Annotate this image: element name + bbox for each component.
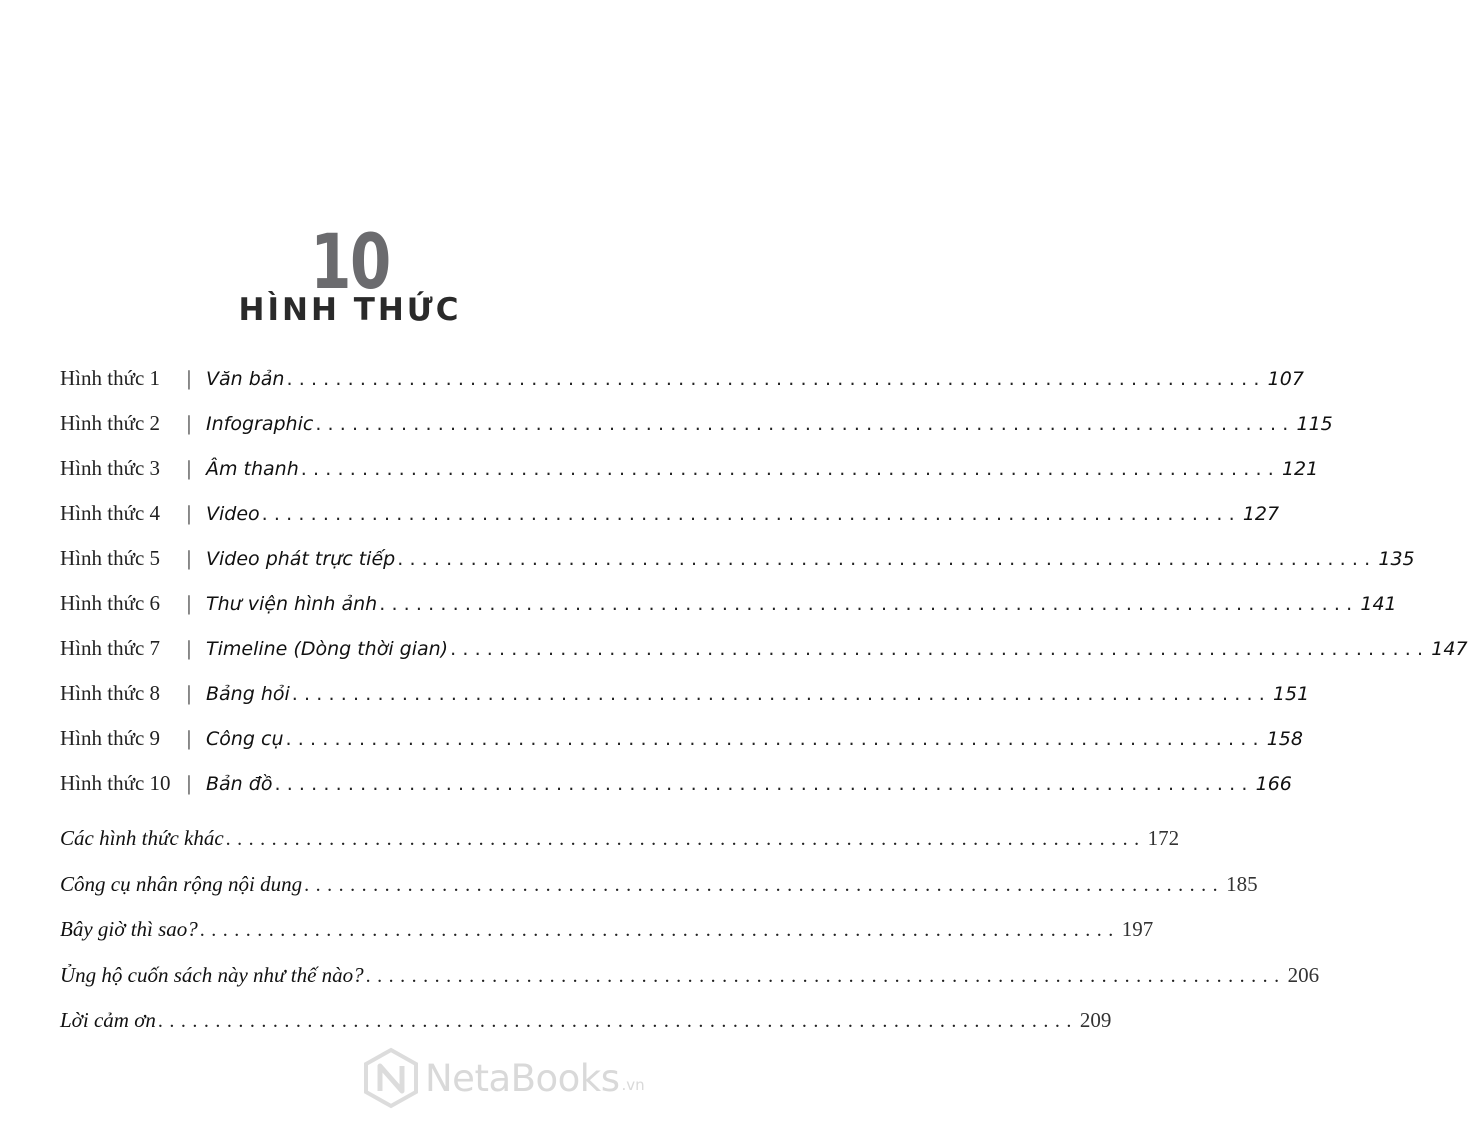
- extra-section-title: Bây giờ thì sao?: [60, 917, 198, 941]
- toc-leader-dots: ................................................................................: [315, 413, 1295, 435]
- toc-label: Hình thức 3: [60, 456, 161, 480]
- toc-row[interactable]: [60, 538, 1415, 583]
- extra-section-page: 209: [1079, 1008, 1112, 1032]
- toc-leader-dots: ................................................................................: [450, 638, 1430, 660]
- toc-leader-dots: ................................................................................: [286, 368, 1266, 390]
- netabooks-logo-icon: [363, 1047, 419, 1109]
- toc-page-number: 135: [1378, 548, 1415, 570]
- toc-title: Video: [206, 503, 260, 525]
- extra-section-row[interactable]: [60, 864, 1258, 910]
- toc-separator: |: [186, 591, 192, 615]
- toc-separator: |: [186, 411, 192, 435]
- toc-separator: |: [186, 636, 192, 660]
- netabooks-watermark: [363, 1046, 693, 1110]
- extra-leader-dots: ................................................................................: [157, 1010, 1078, 1032]
- toc-page-number: 127: [1242, 503, 1280, 525]
- toc-row[interactable]: [60, 718, 1303, 763]
- extra-section-page: 206: [1287, 962, 1320, 987]
- toc-leader-dots: ................................................................................: [274, 773, 1254, 795]
- toc-row[interactable]: [60, 673, 1310, 718]
- toc-title: Bản đồ: [206, 773, 273, 795]
- toc-page-number: 158: [1266, 728, 1303, 750]
- toc-separator: |: [186, 366, 192, 390]
- toc-label: Hình thức 8: [60, 681, 161, 705]
- toc-row[interactable]: [60, 583, 1397, 628]
- toc-leader-dots: ................................................................................: [285, 728, 1265, 750]
- toc-leader-dots: ................................................................................: [397, 548, 1377, 570]
- toc-row[interactable]: [60, 763, 1292, 808]
- extra-section-row[interactable]: [60, 955, 1320, 1001]
- toc-page-number: 166: [1255, 773, 1292, 795]
- extra-section-row[interactable]: [60, 909, 1154, 955]
- watermark-suffix: .vn: [621, 1076, 645, 1094]
- toc-page-number: 151: [1272, 683, 1310, 705]
- toc-separator: |: [186, 546, 192, 570]
- toc-label: Hình thức 10: [60, 771, 171, 795]
- toc-page-number: 147: [1431, 638, 1468, 660]
- toc-page-number: 141: [1360, 593, 1397, 615]
- section-title: HÌNH THỨC: [238, 292, 462, 328]
- toc-title: Văn bản: [206, 368, 285, 390]
- toc-title: Thư viện hình ảnh: [206, 593, 378, 615]
- toc-row[interactable]: [60, 628, 1468, 673]
- toc-title: Video phát trực tiếp: [206, 548, 396, 570]
- toc-row[interactable]: [60, 403, 1333, 448]
- extra-leader-dots: ................................................................................: [225, 828, 1146, 850]
- toc-separator: |: [186, 771, 192, 795]
- toc-page-number: 115: [1296, 413, 1333, 435]
- extra-section-row[interactable]: [60, 818, 1180, 864]
- toc-row[interactable]: [60, 493, 1280, 538]
- toc-separator: |: [186, 681, 192, 705]
- extra-section-page: 197: [1121, 917, 1154, 941]
- extra-section-title: Công cụ nhân rộng nội dung: [60, 871, 303, 896]
- extra-section-page: 172: [1147, 826, 1180, 850]
- extra-leader-dots: ................................................................................: [365, 964, 1286, 987]
- toc-title: Âm thanh: [206, 458, 299, 480]
- toc-label: Hình thức 9: [60, 726, 161, 750]
- extra-section-page: 185: [1226, 871, 1258, 896]
- toc-label: Hình thức 5: [60, 546, 161, 570]
- extra-leader-dots: ................................................................................: [199, 919, 1120, 941]
- toc-page-number: 107: [1267, 368, 1304, 390]
- toc-title: Công cụ: [206, 728, 284, 750]
- toc-label: Hình thức 2: [60, 411, 161, 435]
- toc-label: Hình thức 4: [60, 501, 161, 525]
- toc-title: Infographic: [206, 413, 314, 435]
- toc-row[interactable]: [60, 448, 1319, 493]
- toc-separator: |: [186, 501, 192, 525]
- toc-leader-dots: ................................................................................: [291, 683, 1271, 705]
- toc-label: Hình thức 1: [60, 366, 161, 390]
- toc-list: [60, 358, 1468, 808]
- extra-section-title: Lời cảm ơn: [60, 1008, 156, 1032]
- extra-section-row[interactable]: [60, 1000, 1112, 1046]
- extra-section-title: Ủng hộ cuốn sách này như thế nào?: [60, 962, 364, 987]
- toc-row[interactable]: [60, 358, 1304, 403]
- watermark-brand: NetaBooks: [425, 1056, 620, 1100]
- toc-separator: |: [186, 726, 192, 750]
- toc-leader-dots: ................................................................................: [300, 458, 1280, 480]
- toc-label: Hình thức 6: [60, 591, 161, 615]
- extra-sections-list: [60, 818, 1320, 1046]
- toc-separator: |: [186, 456, 192, 480]
- extra-leader-dots: ................................................................................: [304, 873, 1225, 896]
- chapter-number: 10: [310, 217, 390, 306]
- toc-title: Timeline (Dòng thời gian): [206, 638, 449, 660]
- toc-leader-dots: ................................................................................: [379, 593, 1359, 615]
- toc-title: Bảng hỏi: [206, 683, 290, 705]
- toc-leader-dots: ................................................................................: [261, 503, 1241, 525]
- toc-page-number: 121: [1281, 458, 1319, 480]
- toc-label: Hình thức 7: [60, 636, 161, 660]
- extra-section-title: Các hình thức khác: [60, 826, 224, 850]
